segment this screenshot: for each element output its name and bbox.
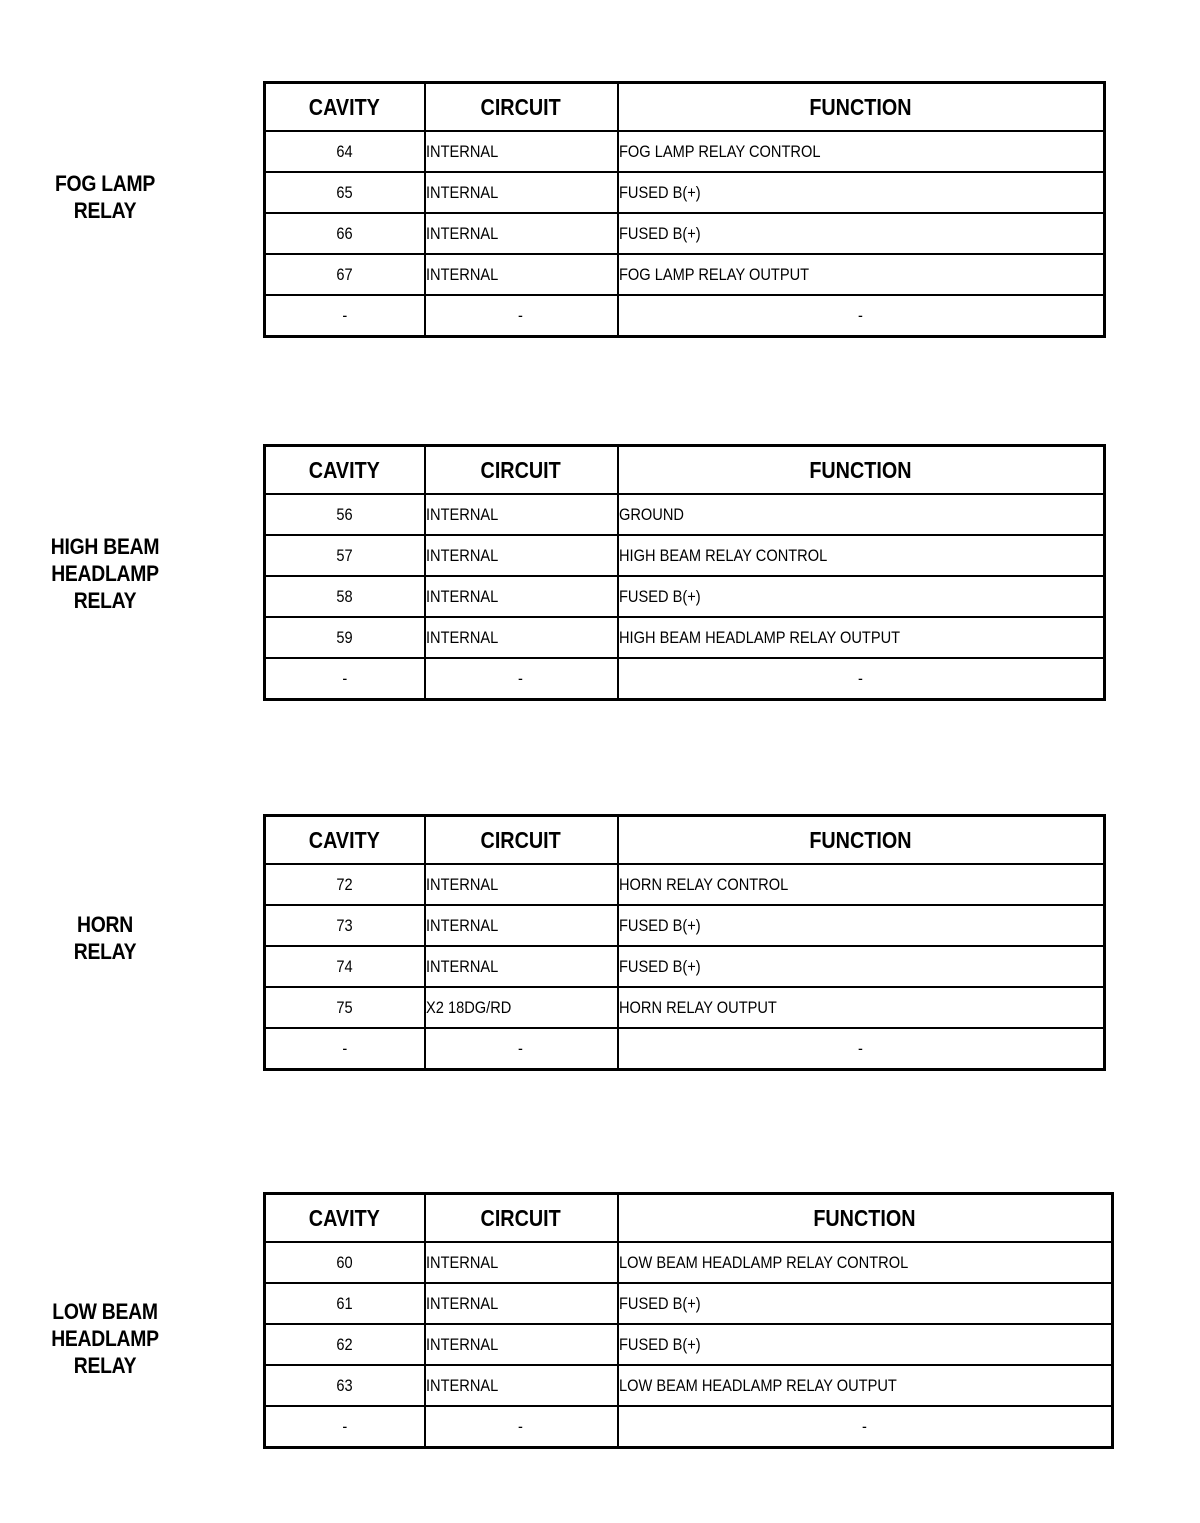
pinout-table — [263, 444, 1106, 701]
function-cell: FUSED B(+) — [618, 213, 1105, 254]
function-cell: FUSED B(+) — [618, 172, 1105, 213]
function-cell: FUSED B(+) — [618, 1324, 1113, 1365]
function-cell: - — [618, 1406, 1113, 1448]
circuit-cell: INTERNAL — [425, 576, 618, 617]
circuit-cell: INTERNAL — [425, 254, 618, 295]
cavity-cell: 61 — [265, 1283, 425, 1324]
cavity-cell: 58 — [265, 576, 425, 617]
relay-label: FOG LAMP RELAY — [54, 171, 156, 223]
cavity-header: CAVITY — [265, 816, 425, 865]
circuit-cell: - — [425, 1028, 618, 1070]
table-row — [265, 987, 1105, 1028]
function-cell: HIGH BEAM RELAY CONTROL — [618, 535, 1105, 576]
table-row — [265, 1365, 1113, 1406]
circuit-cell: INTERNAL — [425, 1324, 618, 1365]
function-cell: FUSED B(+) — [618, 1283, 1113, 1324]
table-row — [265, 494, 1105, 535]
cavity-cell: 73 — [265, 905, 425, 946]
table-row — [265, 905, 1105, 946]
cavity-header: CAVITY — [265, 1194, 425, 1243]
header-row — [265, 1194, 1113, 1243]
table-row — [265, 254, 1105, 295]
cavity-cell: 74 — [265, 946, 425, 987]
header-row — [265, 816, 1105, 865]
table-row — [265, 1283, 1113, 1324]
relay-label: HIGH BEAM HEADLAMP RELAY — [50, 534, 160, 613]
cavity-cell: 60 — [265, 1242, 425, 1283]
cavity-cell: - — [265, 295, 425, 337]
circuit-cell: INTERNAL — [425, 1283, 618, 1324]
circuit-cell: INTERNAL — [425, 1365, 618, 1406]
table-row — [265, 946, 1105, 987]
table-row — [265, 295, 1105, 337]
function-cell: HORN RELAY CONTROL — [618, 864, 1105, 905]
cavity-cell: 75 — [265, 987, 425, 1028]
function-header: FUNCTION — [618, 1194, 1113, 1243]
circuit-header: CIRCUIT — [425, 83, 618, 132]
cavity-cell: 56 — [265, 494, 425, 535]
function-cell: HIGH BEAM HEADLAMP RELAY OUTPUT — [618, 617, 1105, 658]
pinout-table — [263, 814, 1106, 1071]
circuit-cell: INTERNAL — [425, 131, 618, 172]
table-row — [265, 576, 1105, 617]
cavity-cell: 66 — [265, 213, 425, 254]
circuit-cell: X2 18DG/RD — [425, 987, 618, 1028]
function-cell: FUSED B(+) — [618, 905, 1105, 946]
table-row — [265, 213, 1105, 254]
circuit-header: CIRCUIT — [425, 1194, 618, 1243]
function-cell: - — [618, 1028, 1105, 1070]
function-cell: LOW BEAM HEADLAMP RELAY CONTROL — [618, 1242, 1113, 1283]
function-header: FUNCTION — [618, 83, 1105, 132]
cavity-header: CAVITY — [265, 446, 425, 495]
cavity-header: CAVITY — [265, 83, 425, 132]
cavity-cell: - — [265, 1028, 425, 1070]
relay-label: LOW BEAM HEADLAMP RELAY — [51, 1299, 159, 1378]
cavity-cell: 72 — [265, 864, 425, 905]
cavity-cell: 57 — [265, 535, 425, 576]
function-cell: LOW BEAM HEADLAMP RELAY OUTPUT — [618, 1365, 1113, 1406]
pinout-table — [263, 1192, 1114, 1449]
function-cell: - — [618, 658, 1105, 700]
header-row — [265, 446, 1105, 495]
table-row — [265, 131, 1105, 172]
circuit-cell: - — [425, 1406, 618, 1448]
cavity-cell: 65 — [265, 172, 425, 213]
cavity-cell: 64 — [265, 131, 425, 172]
table-row — [265, 617, 1105, 658]
cavity-cell: - — [265, 658, 425, 700]
circuit-cell: INTERNAL — [425, 905, 618, 946]
function-cell: FUSED B(+) — [618, 576, 1105, 617]
circuit-header: CIRCUIT — [425, 816, 618, 865]
table-row — [265, 1406, 1113, 1448]
table-row — [265, 172, 1105, 213]
function-cell: FOG LAMP RELAY OUTPUT — [618, 254, 1105, 295]
table-row — [265, 535, 1105, 576]
table-row — [265, 658, 1105, 700]
circuit-cell: INTERNAL — [425, 617, 618, 658]
circuit-cell: - — [425, 658, 618, 700]
table-row — [265, 1028, 1105, 1070]
table-row — [265, 864, 1105, 905]
circuit-header: CIRCUIT — [425, 446, 618, 495]
circuit-cell: INTERNAL — [425, 1242, 618, 1283]
cavity-cell: - — [265, 1406, 425, 1448]
circuit-cell: INTERNAL — [425, 172, 618, 213]
circuit-cell: - — [425, 295, 618, 337]
circuit-cell: INTERNAL — [425, 864, 618, 905]
header-row — [265, 83, 1105, 132]
cavity-cell: 67 — [265, 254, 425, 295]
function-header: FUNCTION — [618, 816, 1105, 865]
pinout-table — [263, 81, 1106, 338]
circuit-cell: INTERNAL — [425, 494, 618, 535]
table-row — [265, 1242, 1113, 1283]
circuit-cell: INTERNAL — [425, 535, 618, 576]
circuit-cell: INTERNAL — [425, 213, 618, 254]
relay-label: HORN RELAY — [73, 912, 137, 964]
function-cell: FOG LAMP RELAY CONTROL — [618, 131, 1105, 172]
cavity-cell: 63 — [265, 1365, 425, 1406]
function-cell: - — [618, 295, 1105, 337]
cavity-cell: 62 — [265, 1324, 425, 1365]
cavity-cell: 59 — [265, 617, 425, 658]
function-cell: HORN RELAY OUTPUT — [618, 987, 1105, 1028]
circuit-cell: INTERNAL — [425, 946, 618, 987]
table-row — [265, 1324, 1113, 1365]
function-cell: FUSED B(+) — [618, 946, 1105, 987]
function-header: FUNCTION — [618, 446, 1105, 495]
function-cell: GROUND — [618, 494, 1105, 535]
